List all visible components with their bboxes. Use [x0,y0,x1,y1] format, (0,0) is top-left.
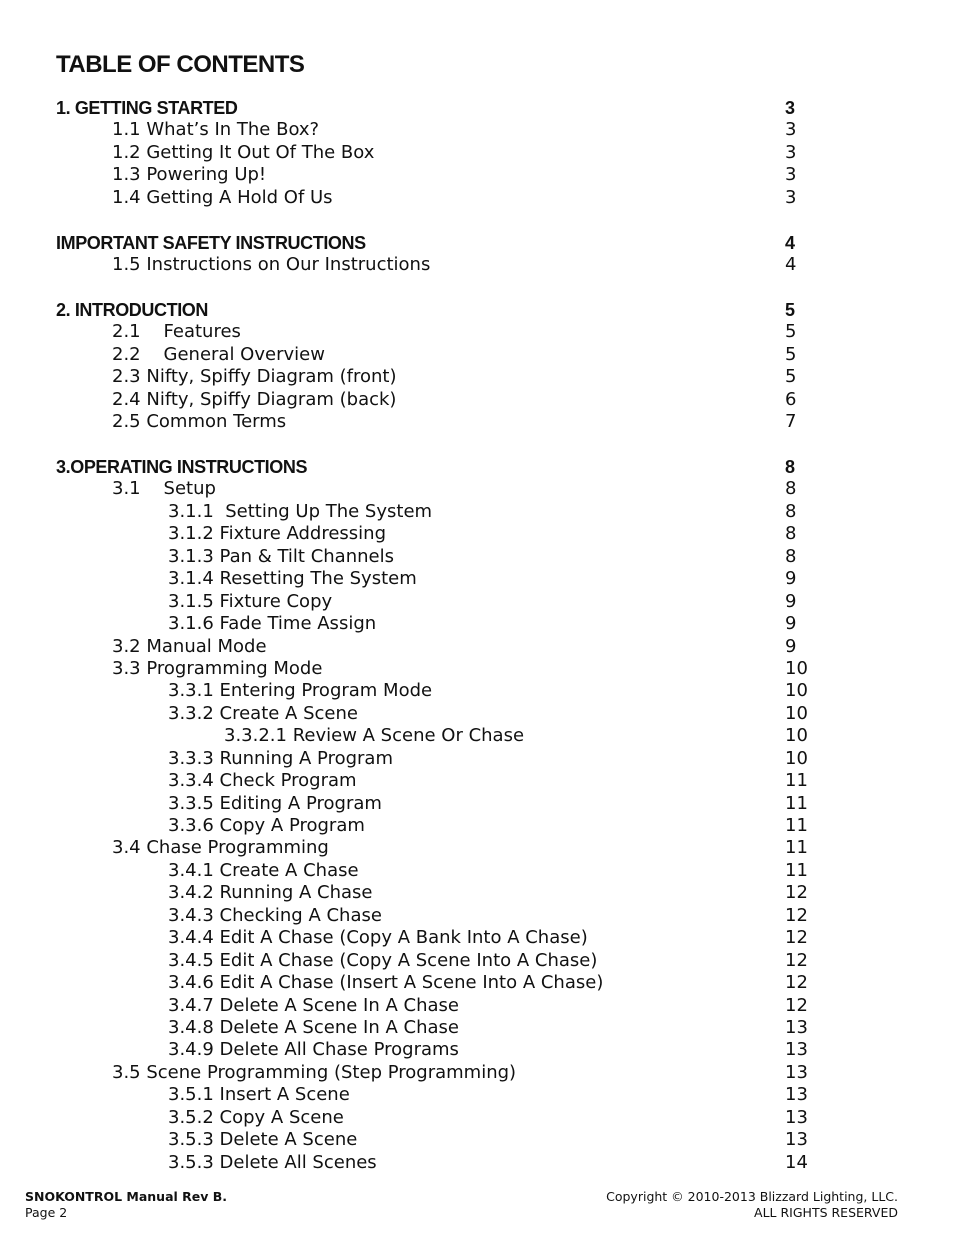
toc-entry-label: 3.5.3 Delete All Scenes [168,1151,377,1173]
manual-name: SNOKONTROL Manual Rev B. [25,1189,228,1204]
table-of-contents [56,97,816,1174]
toc-entry-label: 3.4.1 Create A Chase [168,859,359,881]
toc-page-number: 5 [785,343,797,365]
toc-entry-label: 3.1 Setup [112,478,216,500]
toc-entry-label: 3.1.1 Setting Up The System [168,500,433,522]
toc-entry-label: 3.5.1 Insert A Scene [168,1084,350,1106]
toc-entry [56,1062,816,1084]
toc-entry [56,815,816,837]
toc-entry-label: 3.1.3 Pan & Tilt Channels [168,545,394,567]
rights-notice: ALL RIGHTS RESERVED [754,1205,898,1220]
toc-entry-label: 3.1.4 Resetting The System [168,568,417,590]
toc-entry-label: 1.1 What’s In The Box? [112,119,320,141]
toc-spacer [56,277,816,299]
toc-entry [56,793,816,815]
toc-entry [56,164,816,186]
toc-entry [56,882,816,904]
toc-entry-label: 3.3.2.1 Review A Scene Or Chase [224,725,525,747]
toc-entry-label: 3.3.6 Copy A Program [168,815,365,836]
toc-entry [56,187,816,209]
toc-entry [56,1039,816,1061]
footer-left [25,1189,227,1221]
toc-page-number: 9 [785,568,797,590]
toc-entry [56,995,816,1017]
toc-entry-label: 3.4.5 Edit A Chase (Copy A Scene Into A Chase) [168,949,598,971]
toc-entry [56,321,816,343]
toc-section-heading: 1. GETTING STARTED [56,98,238,118]
toc-entry-label: 2.3 Nifty, Spiffy Diagram (front) [112,366,397,388]
toc-entry [56,254,816,276]
toc-entry [56,411,816,433]
toc-page-number: 6 [785,388,797,410]
page-number: Page 2 [25,1205,68,1220]
toc-entry [56,636,816,658]
toc-spacer [56,209,816,231]
toc-page-number: 5 [785,299,796,320]
toc-page-number: 13 [785,1061,808,1083]
toc-page-number: 8 [785,523,797,545]
toc-section-heading: 3.OPERATING INSTRUCTIONS [56,457,308,477]
toc-entry [56,703,816,725]
toc-page-number: 11 [785,815,808,836]
footer-right [606,1189,898,1221]
toc-page-number: 8 [785,478,797,500]
toc-page-number: 9 [785,635,797,657]
toc-page-number: 8 [785,545,797,567]
toc-entry [56,837,816,859]
toc-entry-label: 3.4.3 Checking A Chase [168,904,382,926]
toc-entry-label: 3.4.8 Delete A Scene In A Chase [168,1016,459,1038]
toc-spacer [56,434,816,456]
toc-entry [56,725,816,747]
toc-page-number: 9 [785,613,797,635]
toc-page-number: 11 [785,859,808,881]
toc-page-number: 9 [785,590,797,612]
toc-page-number: 4 [785,232,796,253]
toc-page-number: 3 [785,141,797,163]
toc-page-number: 3 [785,98,796,118]
toc-page-number: 11 [785,792,808,814]
toc-page-number: 8 [785,500,797,522]
toc-entry-label: 3.3.3 Running A Program [168,747,393,769]
toc-page-number: 12 [785,972,808,994]
toc-entry [56,232,816,254]
toc-page-number: 13 [785,1106,808,1128]
toc-page-number: 5 [785,366,797,388]
toc-entry-label: 1.4 Getting A Hold Of Us [112,186,333,208]
toc-page-number: 12 [785,904,808,926]
toc-entry [56,523,816,545]
toc-entry [56,770,816,792]
toc-entry-label: 3.1.2 Fixture Addressing [168,523,387,545]
toc-section-heading: IMPORTANT SAFETY INSTRUCTIONS [56,232,366,253]
toc-page-number: 12 [785,949,808,971]
toc-entry-label: 3.4.6 Edit A Chase (Insert A Scene Into A Chase) [168,972,604,994]
toc-page-number: 13 [785,1129,808,1151]
toc-page-number: 13 [785,1084,808,1106]
toc-entry [56,658,816,680]
toc-entry-label: 2.1 Features [112,321,241,343]
toc-entry [56,1129,816,1151]
toc-page-number: 3 [785,186,797,208]
toc-entry [56,501,816,523]
toc-entry-label: 3.4.2 Running A Chase [168,882,373,904]
toc-page-number: 10 [785,657,808,679]
toc-entry [56,1017,816,1039]
toc-entry [56,680,816,702]
toc-entry [56,389,816,411]
toc-entry-label: 3.5.3 Delete A Scene [168,1129,358,1151]
toc-page-number: 11 [785,837,808,859]
toc-entry [56,950,816,972]
toc-page-number: 10 [785,725,808,747]
toc-page-number: 11 [785,770,808,792]
toc-entry [56,972,816,994]
toc-section-heading: 2. INTRODUCTION [56,299,209,320]
toc-entry-label: 3.5.2 Copy A Scene [168,1106,344,1128]
toc-page-number: 13 [785,1039,808,1061]
toc-page-number: 10 [785,702,808,724]
toc-entry [56,568,816,590]
toc-page-number: 4 [785,254,797,276]
toc-entry-label: 3.1.5 Fixture Copy [168,590,333,612]
toc-entry-label: 3.2 Manual Mode [112,635,267,657]
toc-entry [56,1107,816,1129]
toc-page-number: 10 [785,680,808,702]
toc-entry-label: 3.3.2 Create A Scene [168,702,358,724]
toc-entry-label: 3.3.1 Entering Program Mode [168,680,433,702]
copyright-notice: Copyright © 2010-2013 Blizzard Lighting, LLC. [606,1189,898,1204]
toc-entry-label: 3.4.7 Delete A Scene In A Chase [168,994,459,1016]
toc-entry-label: 3.1.6 Fade Time Assign [168,613,377,635]
toc-entry [56,366,816,388]
toc-page-number: 12 [785,994,808,1016]
toc-entry [56,591,816,613]
toc-entry [56,299,816,321]
toc-entry-label: 1.5 Instructions on Our Instructions [112,254,431,276]
toc-page-number: 12 [785,927,808,949]
toc-entry-label: 3.4 Chase Programming [112,837,329,859]
toc-entry [56,1084,816,1106]
toc-entry [56,119,816,141]
toc-entry-label: 2.5 Common Terms [112,411,287,433]
toc-entry [56,344,816,366]
toc-entry [56,927,816,949]
toc-page-number: 3 [785,119,797,141]
toc-page-number: 7 [785,411,797,433]
toc-entry [56,905,816,927]
toc-entry [56,860,816,882]
toc-entry-label: 1.3 Powering Up! [112,164,267,186]
toc-entry-label: 2.4 Nifty, Spiffy Diagram (back) [112,388,397,410]
toc-page-number: 8 [785,457,796,477]
toc-entry [56,97,816,119]
toc-entry-label: 3.5 Scene Programming (Step Programming) [112,1061,517,1083]
toc-entry-label: 3.3.4 Check Program [168,770,357,792]
toc-entry [56,613,816,635]
toc-entry-label: 3.3 Programming Mode [112,657,323,679]
toc-page-number: 12 [785,882,808,904]
toc-entry [56,456,816,478]
page-title: TABLE OF CONTENTS [56,51,305,78]
toc-entry-label: 2.2 General Overview [112,343,325,365]
toc-entry-label: 3.4.4 Edit A Chase (Copy A Bank Into A Chase) [168,927,588,949]
toc-entry [56,142,816,164]
toc-page-number: 5 [785,321,797,343]
toc-entry [56,1152,816,1174]
toc-page-number: 3 [785,164,797,186]
toc-page-number: 13 [785,1016,808,1038]
toc-entry-label: 1.2 Getting It Out Of The Box [112,141,375,163]
toc-entry-label: 3.3.5 Editing A Program [168,792,382,814]
toc-entry-label: 3.4.9 Delete All Chase Programs [168,1039,459,1061]
toc-entry [56,478,816,500]
toc-entry [56,546,816,568]
toc-entry [56,748,816,770]
toc-page-number: 10 [785,747,808,769]
toc-page-number: 14 [785,1151,808,1173]
